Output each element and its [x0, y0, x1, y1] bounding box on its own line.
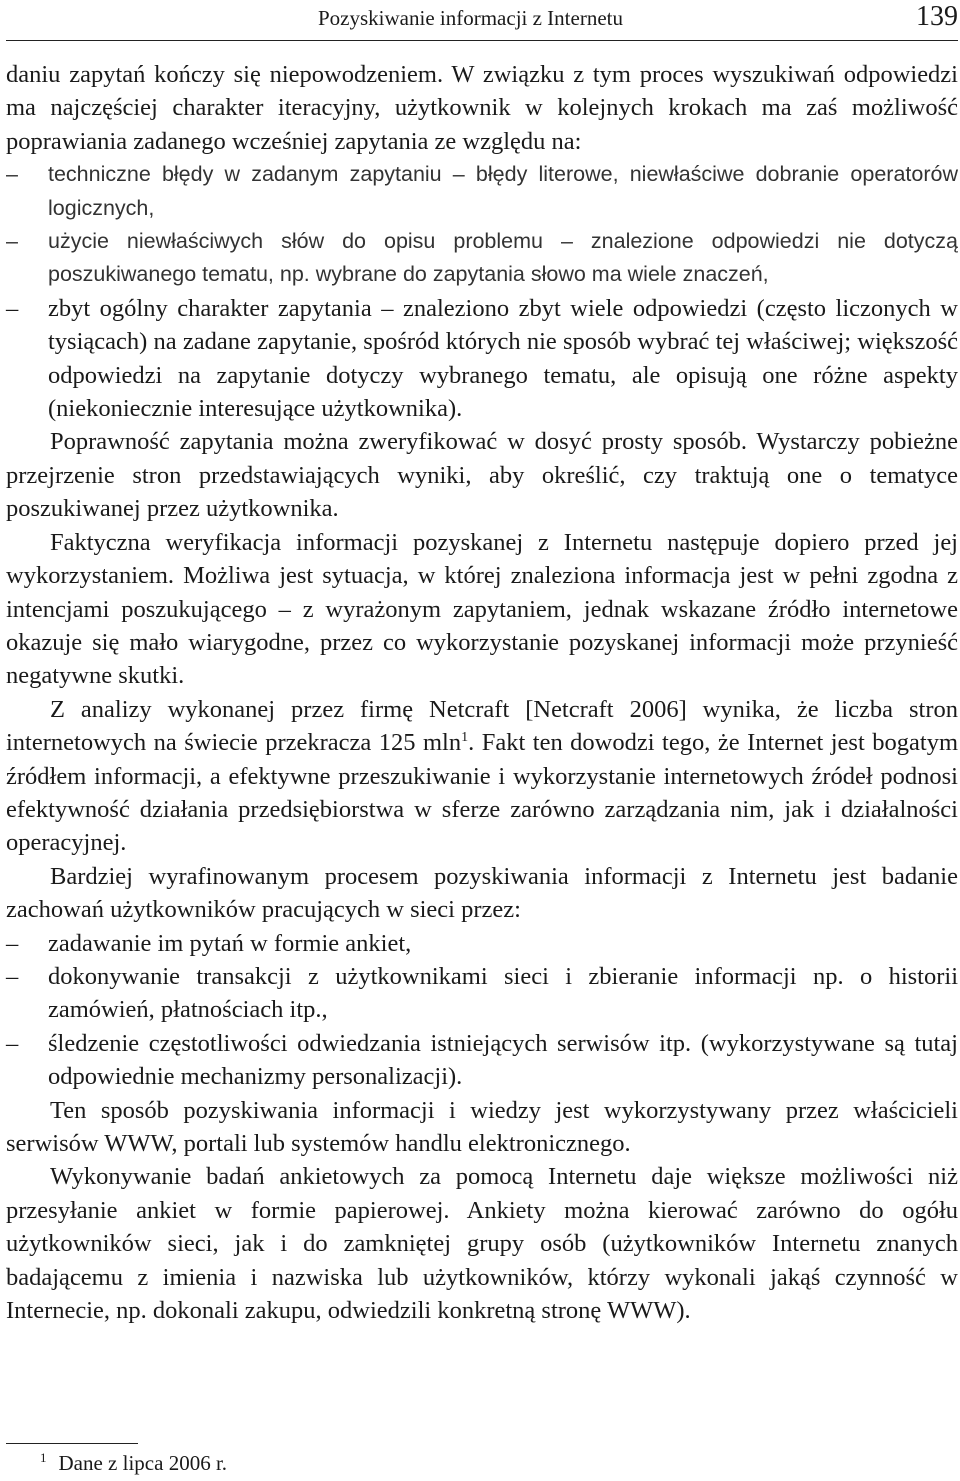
list-item [6, 927, 958, 960]
list-item [6, 292, 958, 426]
footnote-marker: 1 [40, 1450, 47, 1465]
footnote [40, 1451, 227, 1476]
paragraph-6: Ten sposób pozyskiwania informacji i wiedzy jest wykorzystywany przez właścicieli serwisów WWW, portali lub systemów handlu elektronicznego. [6, 1096, 958, 1157]
list-dash: – [6, 929, 19, 957]
list-dash: – [6, 229, 18, 254]
list-item [6, 158, 958, 225]
list-item [6, 960, 958, 1027]
paragraph-5: Bardziej wyrafinowanym procesem pozyskiwania informacji z Internetu jest badanie zachowań użytkowników pracujących w sieci przez: [6, 862, 958, 924]
list-dash: – [6, 962, 19, 990]
list-item-text: użycie niewłaściwych słów do opisu problemu – znalezione odpowiedzi nie dotyczą poszukiwanego tematu, np. wybrane do zapytania słowo ma wiele znaczeń, [48, 229, 958, 287]
list-dash: – [6, 294, 19, 322]
paragraph-7: Wykonywanie badań ankietowych za pomocą Internetu daje większe możliwości niż przesyłanie ankiet w formie papierowej. Ankiety można kierować zarówno do ogółu użytkowników sieci, jak i do zamkniętej grupy osób (użytkowników Internetu znanych badającemu z imienia i nazwiska lub użytkowników, którzy wykonali jakąś czynność w Internecie, np. dokonali zakupu, odwiedzili konkretną stronę WWW). [6, 1163, 958, 1325]
paragraph-4 [6, 693, 958, 860]
query-errors-list-cont [6, 292, 958, 426]
main-text [6, 58, 958, 1327]
list-item-text: zbyt ogólny charakter zapytania – znaleziono zbyt wiele odpowiedzi (często liczonych w tysiącach) na zadane zapytanie, spośród których nie sposób wybrać tej właściwej; większość odpowiedzi na zapytanie dotyczy wybranego tematu, ale opisują one różne aspekty (niekoniecznie interesujące użytkownika). [48, 294, 958, 423]
list-dash: – [6, 162, 18, 187]
paragraph-4-text-b: . Fakt ten dowodzi tego, że Internet jest bogatym źródłem informacji, a efektywne przeszukiwanie i wykorzystanie internetowych źródeł podnosi efektywność działania przedsiębiorstwa w sferze zarówno zarządzania nim, jak i działalności operacyjnej. [6, 729, 958, 857]
paragraph-4-text-a: Z analizy wykonanej przez firmę Netcraft [Netcraft 2006] wynika, że liczba stron internetowych na świecie przekracza 125 mln [6, 695, 958, 757]
footnote-text: Dane z lipca 2006 r. [58, 1451, 228, 1475]
paragraph-1: daniu zapytań kończy się niepowodzeniem. W związku z tym proces wyszukiwań odpowiedzi ma najczęściej charakter iteracyjny, użytkownik w kolejnych krokach ma zaś możliwość poprawiania zadanego wcześniej zapytania ze względu na: [6, 61, 958, 155]
list-item-text: techniczne błędy w zadanym zapytaniu – błędy literowe, niewłaściwe dobranie operatorów logicznych, [48, 162, 958, 220]
user-research-list [6, 927, 958, 1094]
paragraph-2: Poprawność zapytania można zweryfikować w dosyć prosty sposób. Wystarczy pobieżne przejrzenie stron przedstawiających wyniki, aby określić, czy traktują one o tematyce poszukiwanej przez użytkownika. [6, 428, 958, 523]
list-item-text: śledzenie częstotliwości odwiedzania istniejących serwisów itp. (wykorzystywane są tutaj odpowiednie mechanizmy personalizacji). [48, 1029, 958, 1091]
list-item [6, 225, 958, 292]
list-item-text: dokonywanie transakcji z użytkownikami sieci i zbieranie informacji np. o historii zamówień, płatnościach itp., [48, 962, 958, 1024]
page-header [6, 0, 958, 41]
list-dash: – [6, 1029, 19, 1057]
query-errors-list [6, 158, 958, 292]
list-item [6, 1027, 958, 1094]
page-number: 139 [916, 1, 958, 32]
list-item-text: zadawanie im pytań w formie ankiet, [48, 929, 412, 957]
running-head: Pozyskiwanie informacji z Internetu [318, 6, 623, 30]
paragraph-3: Faktyczna weryfikacja informacji pozyskanej z Internetu następuje dopiero przed jej wykorzystaniem. Możliwa jest sytuacja, w której znaleziona informacja jest w pełni zgodna z intencjami poszukującego – z wyrażonym zapytaniem, jednak wskazane źródło internetowe okazuje się mało wiarygodne, przez co wykorzystanie pozyskanej informacji może przynieść negatywne skutki. [6, 528, 958, 690]
footnote-separator [6, 1443, 138, 1444]
footnote-reference: 1 [461, 729, 469, 745]
